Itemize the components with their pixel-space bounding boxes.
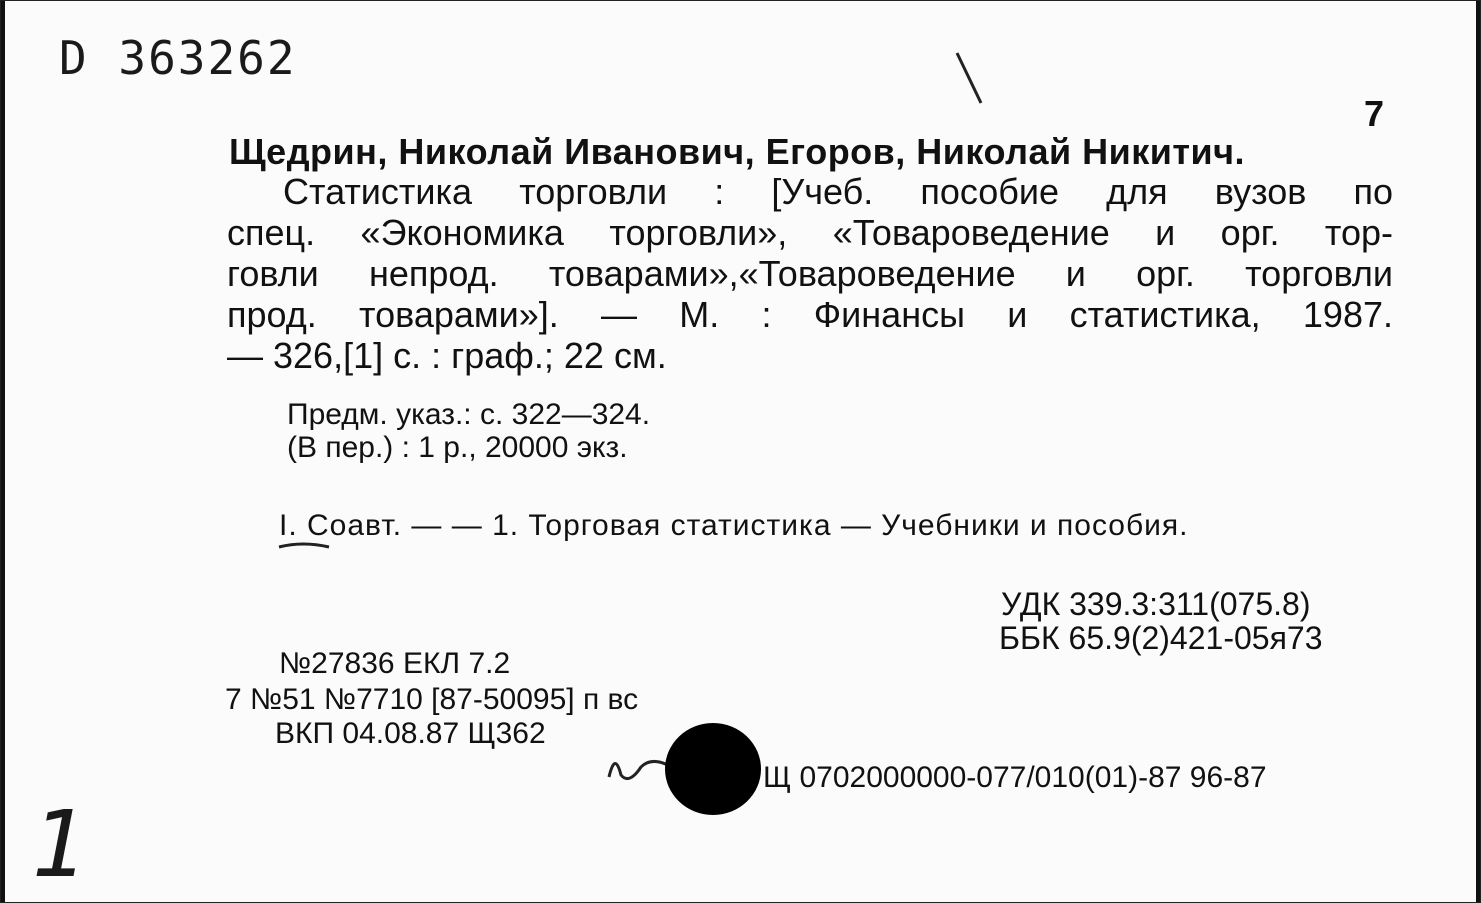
punch-hole [665, 723, 761, 815]
scan-edge-left [1, 1, 5, 902]
title-line: прод. товарами»]. — М. : Финансы и статистика, 1987. [227, 294, 1393, 335]
title-line: Статистика торговли : [Учеб. пособие для вузов по [283, 171, 1393, 212]
udc-code: УДК 339.3:311(075.8) [1001, 586, 1311, 622]
tracings: I. Соавт. — — 1. Торговая статистика — Учебники и пособия. [279, 509, 1189, 542]
code-line: Щ 0702000000-077/010(01)-87 96-87 [763, 761, 1267, 794]
service-line: 7 №51 №7710 [87-50095] п вс [225, 683, 639, 716]
notes-block [287, 399, 650, 463]
handwritten-mark: 1 [31, 791, 87, 898]
service-line: ВКП 04.08.87 Щ362 [275, 717, 546, 750]
title-line: говли непрод. товарами»,«Товароведение и орг. торговли [227, 253, 1393, 294]
binding-price-note: (В пер.) : 1 р., 20000 экз. [287, 431, 628, 464]
bbk-code: ББК 65.9(2)421-05я73 [999, 620, 1323, 656]
service-line: №27836 ЕКЛ 7.2 [279, 647, 511, 680]
section-number: 7 [1363, 93, 1384, 134]
bibliographic-description [227, 171, 1393, 376]
pages-line: — 326,[1] с. : граф.; 22 см. [227, 335, 667, 376]
scan-edge-right [1476, 1, 1480, 902]
authors-heading: Щедрин, Николай Иванович, Егоров, Николай Никитич. [229, 131, 1246, 172]
pen-stroke [951, 49, 991, 109]
underline-mark [277, 541, 333, 551]
subject-index-note: Предм. указ.: с. 322—324. [287, 398, 651, 431]
title-line: спец. «Экономика торговли», «Товароведение и орг. тор- [227, 212, 1393, 253]
inventory-number: D 363262 [59, 31, 297, 85]
